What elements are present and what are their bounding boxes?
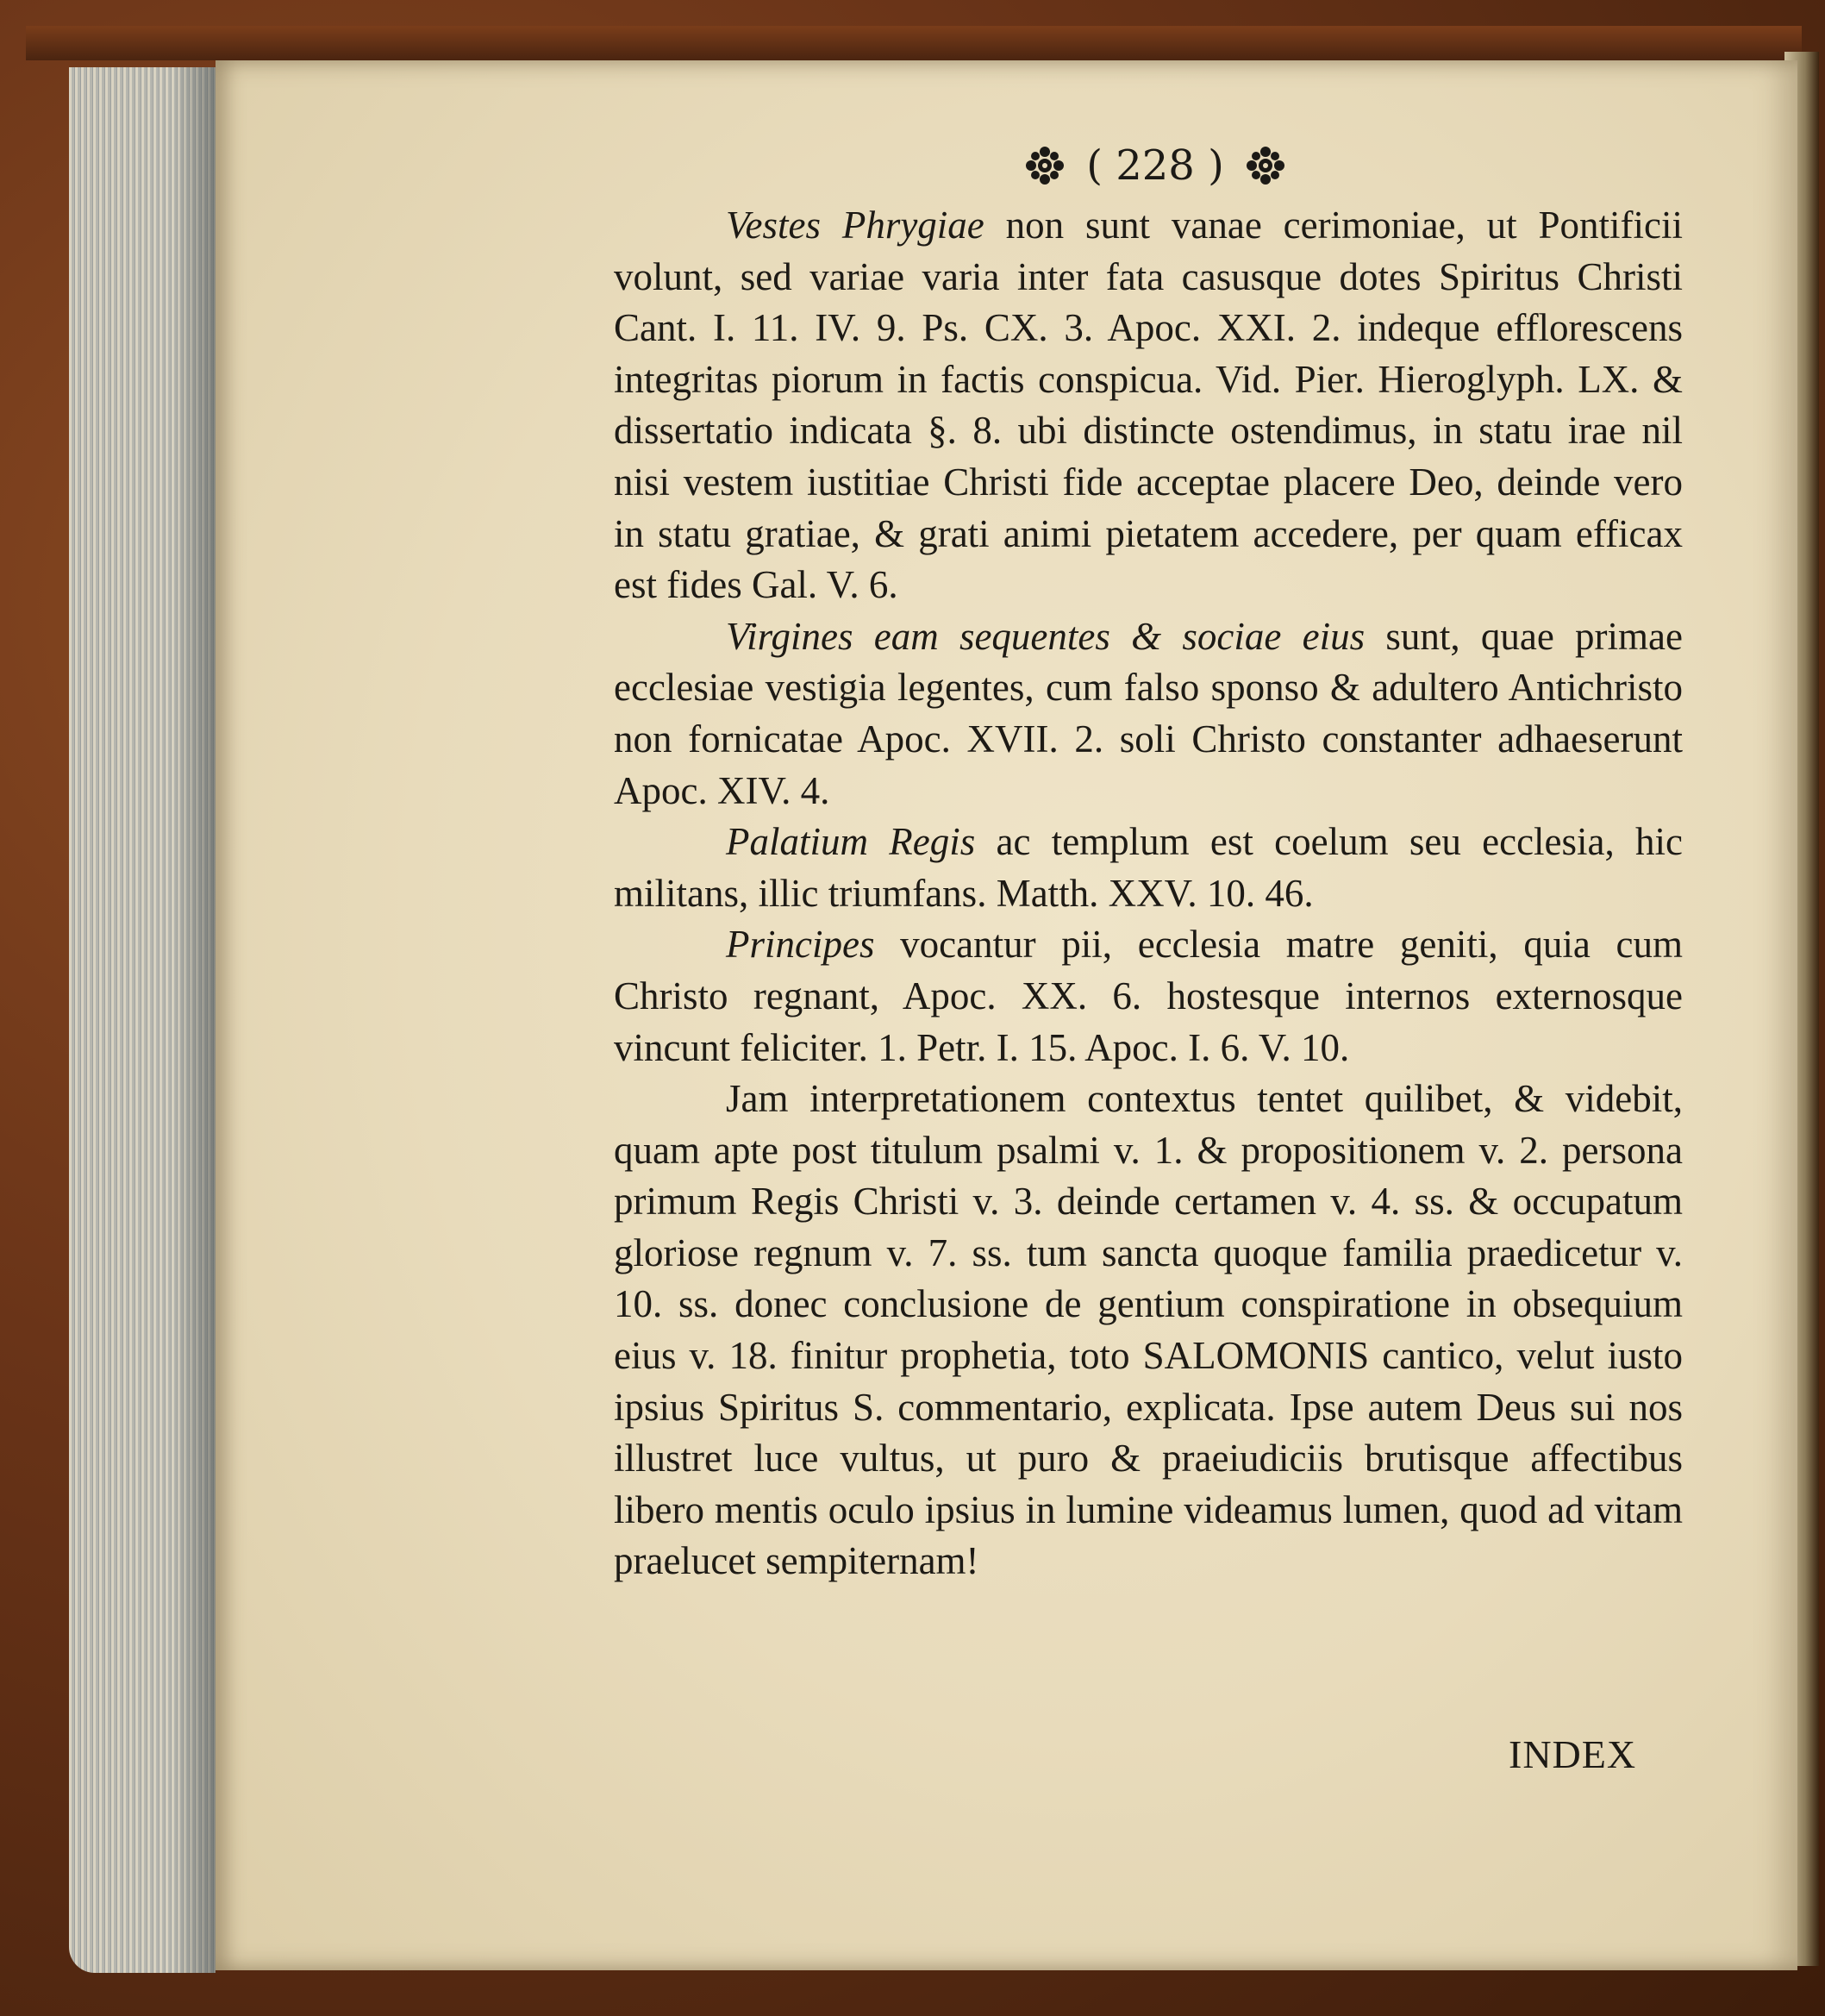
cover-top-edge [26,26,1802,60]
page-stack-shadow [172,67,216,1973]
paragraph [614,611,1683,817]
paragraph [614,817,1683,919]
flower-ornament-icon [1025,146,1065,185]
paragraph-text: vocantur pii, ecclesia matre geniti, quia cum Christo regnant, Apoc. XX. 6. hostesque internos externosque vincunt feliciter. 1. Petr. I. 15. Apoc. I. 6. V. 10. [614,923,1683,1069]
flower-ornament-icon [1246,146,1285,185]
paragraph [614,1074,1683,1587]
page-header [1017,138,1293,198]
paragraph-text: Jam interpretationem contextus tentet quilibet, & videbit, quam apte post titulum psalmi v. 1. & propositionem v. 2. persona primum Regis Christi v. 3. deinde certamen v. 4. ss. & occupatum gloriose regnum v. 7. ss. tum sancta quoque familia praedicetur v. 10. ss. donec conclusione de gentium conspiratione in obsequium eius v. 18. finitur prophetia, toto SALOMONIS cantico, velut iusto ipsius Spiritus S. commentario, explicata. Ipse autem Deus sui nos illustret luce vultus, ut puro & praeiudiciis brutisque affectibus libero mentis oculo ipsius in lumine videamus lumen, quod ad vitam praelucet sempiternam! [614,1077,1683,1583]
paragraph-lead: Vestes Phrygiae [726,203,984,247]
catchword: INDEX [1509,1732,1637,1776]
paragraph-lead: Virgines eam sequentes & sociae eius [726,614,1366,658]
body-text [614,200,1683,1587]
paragraph-lead: Palatium Regis [726,820,976,864]
page-number: ( 228 ) [1086,141,1224,190]
paragraph [614,919,1683,1074]
paragraph-lead: Principes [726,923,875,967]
paragraph-text: sunt, quae primae ecclesiae vestigia legentes, cum falso sponso & adultero Antichristo non fornicatae Apoc. XVII. 2. soli Christo constanter adhaeserunt Apoc. XIV. 4. [614,614,1683,812]
paragraph [614,200,1683,611]
paragraph-text: ac templum est coelum seu ecclesia, hic militans, illic triumfans. Matth. XXV. 10. 46. [614,820,1684,915]
paragraph-text: non sunt vanae cerimoniae, ut Pontificii volunt, sed variae varia inter fata casusque dotes Spiritus Christi Cant. I. 11. IV. 9. Ps. CX. 3. Apoc. XXI. 2. indeque efflorescens integritas piorum in factis conspicua. Vid. Pier. Hieroglyph. LX. & dissertatio indicata §. 8. ubi distincte ostendimus, in statu irae nil nisi vestem iustitiae Christi fide acceptae placere Deo, deinde vero in statu gratiae, & grati animi pietatem accedere, per quam efficax est fides Gal. V. 6. [614,203,1683,607]
